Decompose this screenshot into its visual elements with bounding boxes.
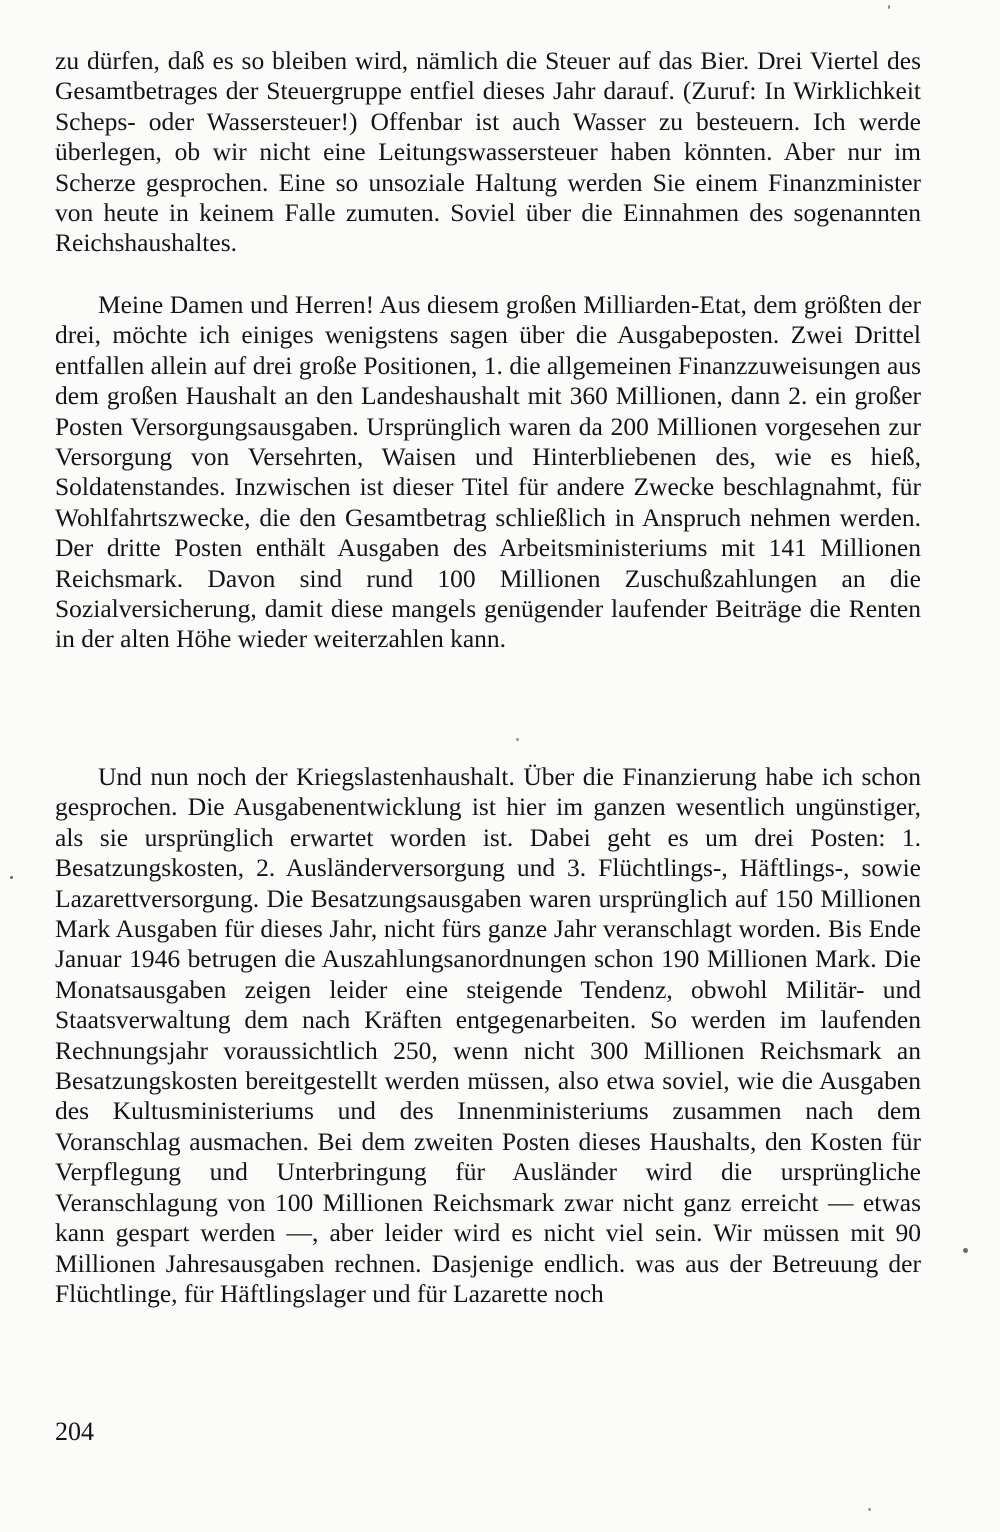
page-number: 204 — [55, 1417, 94, 1446]
paragraph-continuation: zu dürfen, daß es so bleiben wird, nämlich die Steuer auf das Bier. Drei Viertel des Gesamtbetrages der Steuergruppe entfiel dieses Jahr darauf. (Zuruf: In Wirklichkeit Scheps- oder Wassersteuer!) Offenbar ist auch Wasser zu besteuern. Ich werde überlegen, ob wir nicht eine Leitungswassersteuer haben könnten. Aber nur im Scherze gesprochen. Eine so unsoziale Haltung werden Sie einem Finanzminister von heute in keinem Falle zumuten. Soviel über die Einnahmen des sogenannten Reichshaushaltes. — [55, 46, 921, 258]
body-text-block — [55, 46, 921, 259]
body-text-block — [55, 762, 921, 1309]
print-speck — [10, 876, 13, 879]
print-speck — [888, 5, 890, 9]
print-speck — [516, 738, 519, 741]
paragraph-expenditure: Meine Damen und Herren! Aus diesem großen Milliarden-Etat, dem größten der drei, möchte ich einiges wenigstens sagen über die Ausgabeposten. Zwei Drittel entfallen allein auf drei große Positionen, 1. die allgemeinen Finanzzuweisungen aus dem großen Haushalt an den Landeshaushalt mit 360 Millionen, dann 2. ein großer Posten Versorgungsausgaben. Ursprünglich waren da 200 Millionen vorgesehen zur Versorgung von Versehrten, Waisen und Hinterbliebenen des, wie es hieß, Soldatenstandes. Inzwischen ist dieser Titel für andere Zwecke beschlagnahmt, für Wohlfahrtszwecke, die den Gesamtbetrag schließlich in Anspruch nehmen werden. Der dritte Posten enthält Ausgaben des Arbeitsministeriums mit 141 Millionen Reichsmark. Davon sind rund 100 Millionen Zuschußzahlungen an die Sozialversicherung, damit diese mangels genügender laufender Beiträge die Renten in der alten Höhe wieder weiterzahlen kann. — [55, 290, 921, 654]
print-speck — [963, 1248, 968, 1253]
print-speck — [868, 1508, 871, 1511]
body-text-block — [55, 290, 921, 655]
paragraph-war-burden-budget: Und nun noch der Kriegslastenhaushalt. Über die Finanzierung habe ich schon gesprochen. Die Ausgabenentwicklung ist hier im ganzen wesentlich ungünstiger, als sie ursprünglich erwartet worden ist. Dabei geht es um drei Posten: 1. Besatzungskosten, 2. Ausländerversorgung und 3. Flüchtlings-, Häftlings-, sowie Lazarettversorgung. Die Besatzungsausgaben waren ursprünglich auf 150 Millionen Mark Ausgaben für dieses Jahr, nicht fürs ganze Jahr veranschlagt worden. Bis Ende Januar 1946 betrugen die Auszahlungsanordnungen schon 190 Millionen Mark. Die Monatsausgaben zeigen leider eine steigende Tendenz, obwohl Militär- und Staatsverwaltung dem nach Kräften entgegenarbeiten. So werden im laufenden Rechnungsjahr voraussichtlich 250, wenn nicht 300 Millionen Reichsmark an Besatzungskosten bereitgestellt werden müssen, also etwa soviel, wie die Ausgaben des Kultusministeriums und des Innenministeriums zusammen nach dem Voranschlag ausmachen. Bei dem zweiten Posten dieses Haushalts, den Kosten für Verpflegung und Unterbringung für Ausländer wird die ursprüngliche Veranschlagung von 100 Millionen Reichsmark zwar nicht ganz erreicht — etwas kann gespart werden —, aber leider wird es nicht viel sein. Wir müssen mit 90 Millionen Jahresausgaben rechnen. Dasjenige endlich. was aus der Betreuung der Flüchtlinge, für Häftlingslager und für Lazarette noch — [55, 762, 921, 1308]
